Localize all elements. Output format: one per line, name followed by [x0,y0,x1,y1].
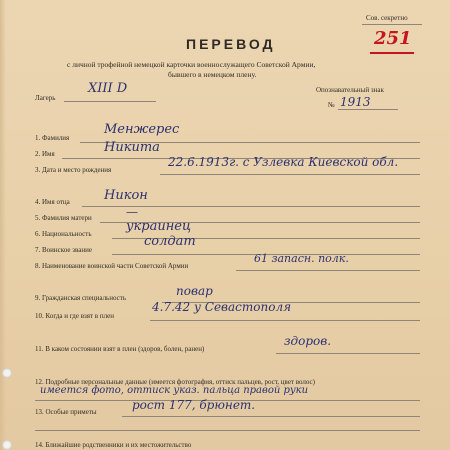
id-mark-prefix: № [328,101,335,109]
id-mark-line [338,109,398,110]
classification-underline [362,24,422,25]
field-label-unit: 8. Наименование воинской части Советской Армии [35,262,189,270]
document-title: ПЕРЕВОД [186,36,276,52]
field-value-surname: Менжерес [104,122,180,137]
field-value-nationality: украинец [126,219,192,234]
field-label-surname: 1. Фамилия [35,134,70,142]
field-line [160,174,420,175]
field-value-rank: солдат [144,234,196,249]
field-value-father: Никон [104,188,148,203]
field-label-civil-specialty: 9. Гражданская специальность [35,294,127,302]
field-line [35,430,420,431]
id-mark-label: Опознавательный знак [316,86,384,94]
field-value-birth: 22.6.1913г. с Узлевка Киевской обл. [168,155,399,169]
field-value-name: Никита [104,140,160,155]
field-line [236,270,420,271]
punch-hole [2,368,12,378]
red-underline [370,52,414,54]
field-label-captured: 10. Когда и где взят в плен [35,312,114,320]
document-subtitle-line1: с личной трофейной немецкой карточки военнослужащего Советской Армии, [67,60,316,69]
punch-hole [2,440,12,450]
field-line [150,320,420,321]
classification-stamp: Сов. секретно [366,14,408,22]
document-subtitle-line2: бывшего в немецком плену. [168,70,257,79]
field-label-name: 2. Имя [35,150,55,158]
camp-line [64,101,156,102]
field-label-nationality: 6. Национальность [35,230,92,238]
field-value-mother: — [126,205,138,219]
field-label-father: 4. Имя отца [35,198,70,206]
field-label-rank: 7. Воинское звание [35,246,92,254]
field-value-unit: 61 запасн. полк. [254,252,349,265]
camp-value: XIII D [88,81,128,96]
field-label-mother: 5. Фамилия матери [35,214,92,222]
field-line [122,416,420,417]
field-label-features: 13. Особые приметы [35,408,97,416]
field-label-condition: 11. В каком состоянии взят в плен (здоров, болен, ранен) [35,345,205,353]
field-label-birth: 3. Дата и место рождения [35,166,112,174]
paper-edge [0,0,6,450]
field-value-features: рост 177, брюнет. [132,398,256,412]
red-number-annotation: 251 [374,28,412,49]
field-value-personal-data: имеется фото, оттиск указ. пальца правой руки [40,385,309,396]
field-label-personal-data: 12. Подробные персональные данные (имеется фотография, оттиск пальцев, рост, цвет волос) [35,378,315,386]
camp-label: Лагерь [35,94,56,102]
field-value-condition: здоров. [284,334,332,348]
field-line [276,353,420,354]
field-value-captured: 4.7.42 у Севастополя [152,300,292,314]
id-mark-value: 1913 [340,95,371,109]
field-value-civil-specialty: повар [176,284,213,298]
field-label-relatives: 14. Ближайшие родственники и их местожительство [35,441,192,449]
